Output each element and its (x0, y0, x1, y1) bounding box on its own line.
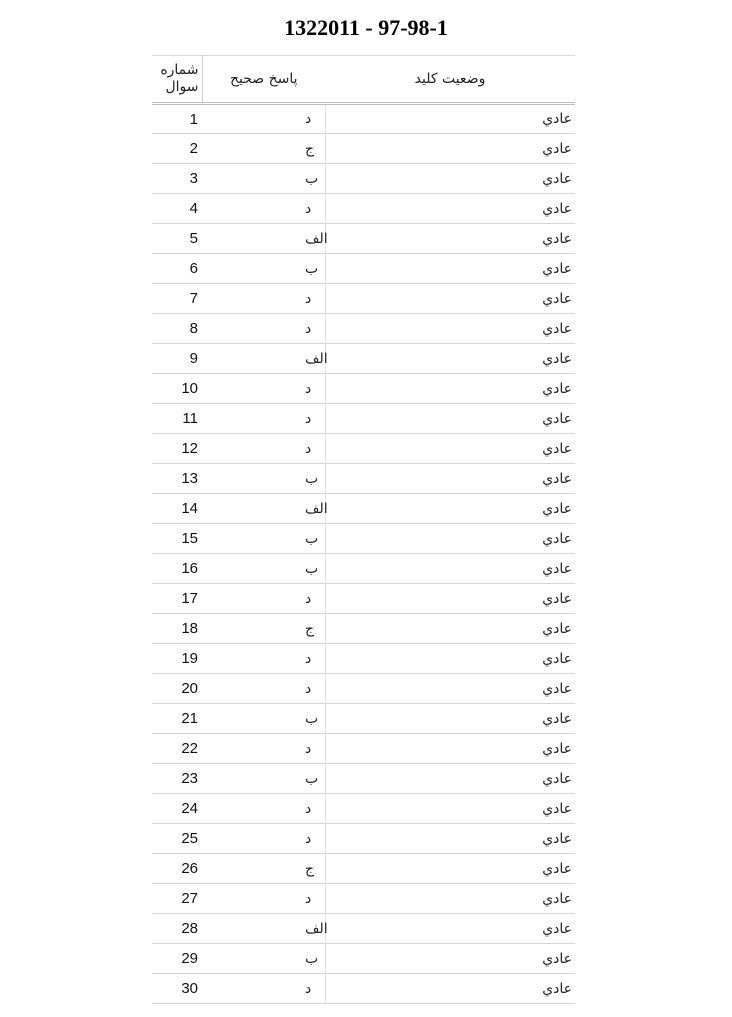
correct-answer-cell (202, 824, 325, 854)
question-number-cell: 19 (181, 650, 198, 667)
question-number-cell: 23 (181, 770, 198, 787)
table-row (152, 854, 575, 884)
table-body (152, 104, 575, 1004)
correct-answer-text: ب (305, 710, 319, 727)
table-row (152, 284, 575, 314)
table-row (152, 134, 575, 164)
question-number-cell: 3 (189, 170, 198, 187)
table-row (152, 824, 575, 854)
correct-answer-text: د (305, 440, 312, 457)
table-row (152, 434, 575, 464)
correct-answer-text: ب (305, 530, 319, 547)
table-row (152, 254, 575, 284)
table-row (152, 884, 575, 914)
page-title: 1322011 - 97-98-1 (284, 15, 448, 40)
question-number-cell: 27 (181, 890, 198, 907)
table-row (152, 404, 575, 434)
question-number-cell: 2 (189, 140, 198, 157)
question-number-cell: 28 (181, 920, 198, 937)
correct-answer-cell (202, 644, 325, 674)
key-status-cell: عادي (542, 230, 572, 247)
key-status-cell: عادي (542, 470, 572, 487)
table-row (152, 764, 575, 794)
correct-answer-cell (202, 794, 325, 824)
table-row (152, 914, 575, 944)
key-status-cell: عادي (542, 620, 572, 637)
correct-answer-text: د (305, 890, 312, 907)
correct-answer-cell (202, 134, 325, 164)
correct-answer-cell (202, 974, 325, 1004)
question-number-cell: 30 (181, 980, 198, 997)
table-row (152, 524, 575, 554)
correct-answer-text: د (305, 680, 312, 697)
question-number-cell: 11 (182, 410, 198, 427)
correct-answer-text: د (305, 410, 312, 427)
question-number-cell: 8 (189, 320, 198, 337)
question-number-cell: 13 (181, 470, 198, 487)
correct-answer-cell (202, 254, 325, 284)
correct-answer-cell (202, 164, 325, 194)
correct-answer-cell (202, 944, 325, 974)
correct-answer-text: الف (305, 230, 328, 247)
key-status-cell: عادي (542, 140, 572, 157)
header-key-status: وضعيت كليد (414, 70, 486, 87)
correct-answer-cell (202, 494, 328, 524)
correct-answer-text: د (305, 380, 312, 397)
correct-answer-text: ب (305, 260, 319, 277)
question-number-cell: 29 (181, 950, 198, 967)
table-row (152, 464, 575, 494)
table-row (152, 944, 575, 974)
correct-answer-text: د (305, 111, 312, 127)
correct-answer-text: ج (305, 860, 315, 877)
correct-answer-cell (202, 734, 325, 764)
correct-answer-cell (202, 674, 325, 704)
correct-answer-text: د (305, 830, 312, 847)
correct-answer-cell (202, 704, 325, 734)
table-row (152, 614, 575, 644)
correct-answer-text: د (305, 200, 312, 217)
correct-answer-cell (202, 764, 325, 794)
correct-answer-text: د (305, 320, 312, 337)
key-status-cell: عادي (542, 950, 572, 967)
key-status-cell: عادي (542, 530, 572, 547)
correct-answer-text: ج (305, 620, 315, 637)
question-number-cell: 5 (189, 230, 198, 247)
key-status-cell: عادي (542, 170, 572, 187)
correct-answer-cell (202, 104, 325, 134)
key-status-cell: عادي (542, 770, 572, 787)
question-number-cell: 22 (181, 740, 198, 757)
table-row (152, 794, 575, 824)
key-status-cell: عادي (542, 111, 572, 127)
table-row (152, 224, 575, 254)
answer-key-table-container (152, 55, 575, 1004)
table-row (152, 554, 575, 584)
key-status-cell: عادي (542, 560, 572, 577)
header-question-number: شماره سوال (152, 56, 202, 104)
correct-answer-text: الف (305, 500, 328, 517)
correct-answer-cell (202, 464, 325, 494)
correct-answer-cell (202, 314, 325, 344)
correct-answer-text: د (305, 650, 312, 667)
question-number-cell: 16 (181, 560, 198, 577)
table-row (152, 314, 575, 344)
correct-answer-cell (202, 404, 325, 434)
key-status-cell: عادي (542, 920, 572, 937)
key-status-cell: عادي (542, 260, 572, 277)
correct-answer-cell (202, 194, 325, 224)
key-status-cell: عادي (542, 830, 572, 847)
correct-answer-text: د (305, 290, 312, 307)
answer-key-table (152, 55, 575, 1004)
correct-answer-cell (202, 914, 328, 944)
table-row (152, 674, 575, 704)
correct-answer-cell (202, 524, 325, 554)
question-number-cell: 10 (181, 380, 198, 397)
key-status-cell: عادي (542, 650, 572, 667)
question-number-cell: 1 (189, 110, 198, 128)
key-status-cell: عادي (542, 710, 572, 727)
question-number-cell: 21 (181, 710, 198, 727)
header-row (152, 56, 575, 104)
correct-answer-text: ب (305, 170, 319, 187)
correct-answer-cell (202, 344, 328, 374)
table-row (152, 104, 575, 134)
correct-answer-cell (202, 614, 325, 644)
key-status-cell: عادي (542, 980, 572, 997)
correct-answer-cell (202, 884, 325, 914)
correct-answer-cell (202, 434, 325, 464)
correct-answer-text: ب (305, 560, 319, 577)
correct-answer-cell (202, 854, 325, 884)
table-row (152, 374, 575, 404)
key-status-cell: عادي (542, 410, 572, 427)
table-header (152, 56, 575, 104)
correct-answer-text: د (305, 590, 312, 607)
question-number-cell: 9 (189, 350, 198, 367)
key-status-cell: عادي (542, 800, 572, 817)
key-status-cell: عادي (542, 440, 572, 457)
key-status-cell: عادي (542, 680, 572, 697)
correct-answer-cell (202, 224, 328, 254)
table-row (152, 734, 575, 764)
key-status-cell: عادي (542, 860, 572, 877)
question-number-cell: 15 (181, 530, 198, 547)
correct-answer-cell (202, 374, 325, 404)
question-number-cell: 6 (189, 260, 198, 277)
correct-answer-text: ج (305, 140, 315, 157)
key-status-cell: عادي (542, 200, 572, 217)
key-status-cell: عادي (542, 380, 572, 397)
key-status-cell: عادي (542, 890, 572, 907)
table-row (152, 704, 575, 734)
table-row (152, 494, 575, 524)
question-number-cell: 24 (181, 800, 198, 817)
key-status-cell: عادي (542, 740, 572, 757)
key-status-cell: عادي (542, 350, 572, 367)
correct-answer-text: د (305, 740, 312, 757)
question-number-cell: 7 (189, 290, 198, 307)
question-number-cell: 4 (189, 200, 198, 217)
correct-answer-text: الف (305, 920, 328, 937)
table-row (152, 974, 575, 1004)
table-row (152, 194, 575, 224)
table-row (152, 344, 575, 374)
correct-answer-text: الف (305, 350, 328, 367)
question-number-cell: 25 (181, 830, 198, 847)
table-row (152, 584, 575, 614)
correct-answer-cell (202, 284, 325, 314)
question-number-cell: 14 (181, 500, 198, 517)
header-correct-answer: پاسخ صحيح (229, 70, 298, 87)
key-status-cell: عادي (542, 320, 572, 337)
question-number-cell: 26 (181, 860, 198, 877)
question-number-cell: 12 (181, 440, 198, 457)
key-status-cell: عادي (542, 290, 572, 307)
question-number-cell: 17 (181, 590, 198, 607)
correct-answer-text: ب (305, 470, 319, 487)
correct-answer-text: ب (305, 950, 319, 967)
table-row (152, 164, 575, 194)
table-row (152, 644, 575, 674)
correct-answer-text: د (305, 980, 312, 997)
correct-answer-cell (202, 584, 325, 614)
correct-answer-text: ب (305, 770, 319, 787)
question-number-cell: 18 (181, 620, 198, 637)
key-status-cell: عادي (542, 500, 572, 517)
correct-answer-cell (202, 554, 325, 584)
question-number-cell: 20 (181, 680, 198, 697)
correct-answer-text: د (305, 800, 312, 817)
key-status-cell: عادي (542, 590, 572, 607)
